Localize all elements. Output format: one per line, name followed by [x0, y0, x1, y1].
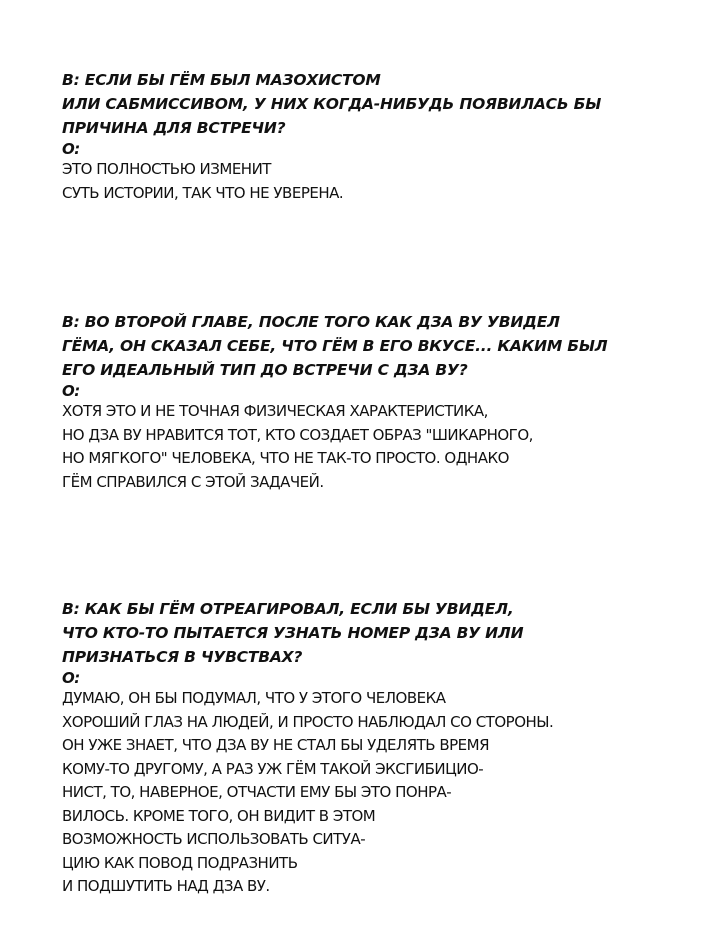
question-line: ЧТО КТО-ТО ПЫТАЕТСЯ УЗНАТЬ НОМЕР ДЗА ВУ ИЛИ: [62, 624, 524, 642]
qa-block: [62, 310, 712, 494]
answer-line: ВИЛОСЬ. КРОМЕ ТОГО, ОН ВИДИТ В ЭТОМ: [62, 806, 376, 825]
question: [62, 310, 712, 382]
answer: [62, 140, 712, 205]
question-line: ИЛИ САБМИССИВОМ, У НИХ КОГДА-НИБУДЬ ПОЯВИЛАСЬ БЫ: [62, 95, 602, 113]
question-line: В: ВО ВТОРОЙ ГЛАВЕ, ПОСЛЕ ТОГО КАК ДЗА ВУ УВИДЕЛ: [62, 313, 560, 331]
question: [62, 597, 712, 669]
answer-label: О:: [62, 669, 80, 687]
question-line: ПРИЗНАТЬСЯ В ЧУВСТВАХ?: [62, 648, 303, 666]
answer-label: О:: [62, 140, 80, 158]
answer-line: СУТЬ ИСТОРИИ, ТАК ЧТО НЕ УВЕРЕНА.: [62, 183, 344, 202]
answer-line: ХОРОШИЙ ГЛАЗ НА ЛЮДЕЙ, И ПРОСТО НАБЛЮДАЛ СО СТОРОНЫ.: [62, 712, 554, 731]
answer-line: КОМУ-ТО ДРУГОМУ, А РАЗ УЖ ГЁМ ТАКОЙ ЭКСГИБИЦИО-: [62, 759, 484, 778]
answer-line: ГЁМ СПРАВИЛСЯ С ЭТОЙ ЗАДАЧЕЙ.: [62, 472, 324, 491]
answer-line: НО ДЗА ВУ НРАВИТСЯ ТОТ, КТО СОЗДАЕТ ОБРАЗ "ШИКАРНОГО,: [62, 425, 533, 444]
answer-line: ДУМАЮ, ОН БЫ ПОДУМАЛ, ЧТО У ЭТОГО ЧЕЛОВЕКА: [62, 689, 446, 707]
question-line: В: КАК БЫ ГЁМ ОТРЕАГИРОВАЛ, ЕСЛИ БЫ УВИДЕЛ,: [62, 600, 514, 618]
answer-line: ЭТО ПОЛНОСТЬЮ ИЗМЕНИТ: [62, 160, 271, 178]
answer-line: ХОТЯ ЭТО И НЕ ТОЧНАЯ ФИЗИЧЕСКАЯ ХАРАКТЕРИСТИКА,: [62, 402, 488, 420]
answer: [62, 669, 712, 899]
question-line: ЕГО ИДЕАЛЬНЫЙ ТИП ДО ВСТРЕЧИ С ДЗА ВУ?: [62, 361, 468, 379]
question: [62, 68, 712, 140]
answer-line: ОН УЖЕ ЗНАЕТ, ЧТО ДЗА ВУ НЕ СТАЛ БЫ УДЕЛЯТЬ ВРЕМЯ: [62, 736, 490, 754]
answer-line: НИСТ, ТО, НАВЕРНОЕ, ОТЧАСТИ ЕМУ БЫ ЭТО ПОНРА-: [62, 783, 452, 801]
question-line: ПРИЧИНА ДЛЯ ВСТРЕЧИ?: [62, 119, 286, 137]
qa-block: [62, 597, 712, 899]
question-line: ГЁМА, ОН СКАЗАЛ СЕБЕ, ЧТО ГЁМ В ЕГО ВКУСЕ... КАКИМ БЫЛ: [62, 337, 608, 355]
question-line: В: ЕСЛИ БЫ ГЁМ БЫЛ МАЗОХИСТОМ: [62, 71, 381, 89]
answer-line: ВОЗМОЖНОСТЬ ИСПОЛЬЗОВАТЬ СИТУА-: [62, 830, 366, 848]
answer-label: О:: [62, 382, 80, 400]
qa-block: [62, 68, 712, 205]
answer: [62, 382, 712, 494]
answer-line: И ПОДШУТИТЬ НАД ДЗА ВУ.: [62, 877, 270, 895]
answer-line: НО МЯГКОГО" ЧЕЛОВЕКА, ЧТО НЕ ТАК-ТО ПРОСТО. ОДНАКО: [62, 449, 509, 467]
answer-line: ЦИЮ КАК ПОВОД ПОДРАЗНИТЬ: [62, 853, 298, 872]
